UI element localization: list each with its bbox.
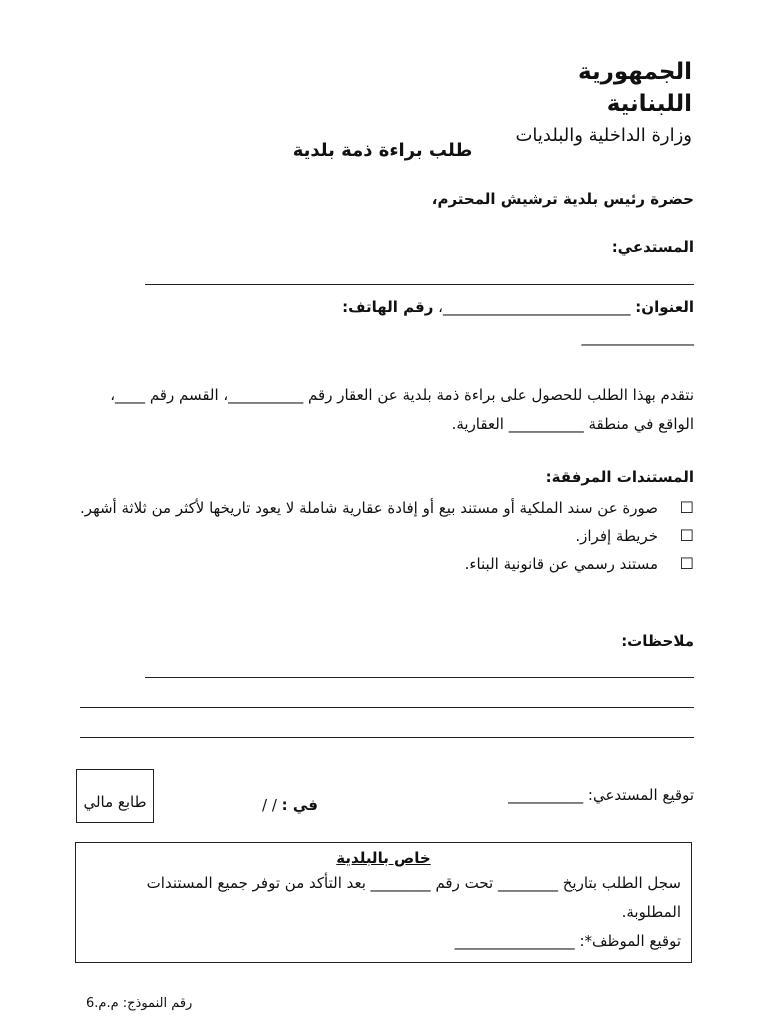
document-title: طلب براءة ذمة بلدية	[292, 140, 473, 161]
fiscal-stamp-box: طابع مالي	[76, 769, 154, 823]
registration-text: سجل الطلب بتاريخ ________ تحت رقم ________ بعد التأكد من توفر جميع المستندات المطلوبة.	[146, 874, 681, 921]
government-name: الجمهورية اللبنانية	[578, 59, 692, 117]
request-paragraph: نتقدم بهذا الطلب للحصول على براءة ذمة بلدية عن العقار رقم __________، القسم رقم ____، الواقع في منطقة __________ العقارية.	[110, 386, 694, 433]
employee-signature-row	[86, 927, 681, 956]
notes-line[interactable]	[145, 677, 694, 678]
employee-signature-field[interactable]: ________________	[454, 932, 575, 950]
attachments-heading: المستندات المرفقة:	[545, 468, 694, 486]
notes-line[interactable]	[80, 737, 694, 738]
attachment-item-label: خريطة إفراز.	[575, 527, 658, 545]
attachment-item	[80, 550, 694, 578]
address-field[interactable]: _________________________،	[438, 298, 631, 316]
checkbox-icon[interactable]: ☐	[679, 554, 694, 573]
municipality-use-box	[75, 842, 692, 963]
notes-heading: ملاحظات:	[621, 632, 694, 650]
phone-field[interactable]: _______________	[581, 328, 694, 346]
applicant-signature-field[interactable]: __________	[508, 786, 584, 804]
checkbox-icon[interactable]: ☐	[679, 498, 694, 517]
form-code: رقم النموذج: م.م.6	[86, 996, 193, 1011]
ministry-name: وزارة الداخلية والبلديات	[515, 125, 692, 146]
checkbox-icon[interactable]: ☐	[679, 526, 694, 545]
municipality-use-heading: خاص بالبلدية	[336, 849, 431, 867]
address-phone-row	[342, 294, 694, 320]
employee-signature-label: توقيع الموظف*:	[579, 932, 681, 950]
notes-line[interactable]	[80, 707, 694, 708]
attachments-list	[80, 494, 694, 578]
attachment-item-label: مستند رسمي عن قانونية البناء.	[464, 555, 658, 573]
applicant-signature-row	[508, 782, 694, 808]
applicant-label: المستدعي:	[611, 238, 694, 256]
applicant-name-line[interactable]	[145, 284, 694, 285]
attachment-item-label: صورة عن سند الملكية أو مستند بيع أو إفادة عقارية شاملة لا يعود تاريخها لأكثر من ثلاثة أشهر.	[80, 499, 658, 517]
date-field[interactable]: / /	[262, 796, 277, 814]
phone-label: رقم الهاتف:	[342, 298, 434, 316]
date-row	[262, 796, 318, 814]
date-label: في :	[281, 796, 318, 814]
attachment-item	[80, 494, 694, 522]
applicant-signature-label: توقيع المستدعي:	[587, 786, 694, 804]
attachment-item	[80, 522, 694, 550]
address-label: العنوان:	[635, 298, 694, 316]
salutation: حضرة رئيس بلدية ترشيش المحترم،	[431, 190, 694, 208]
